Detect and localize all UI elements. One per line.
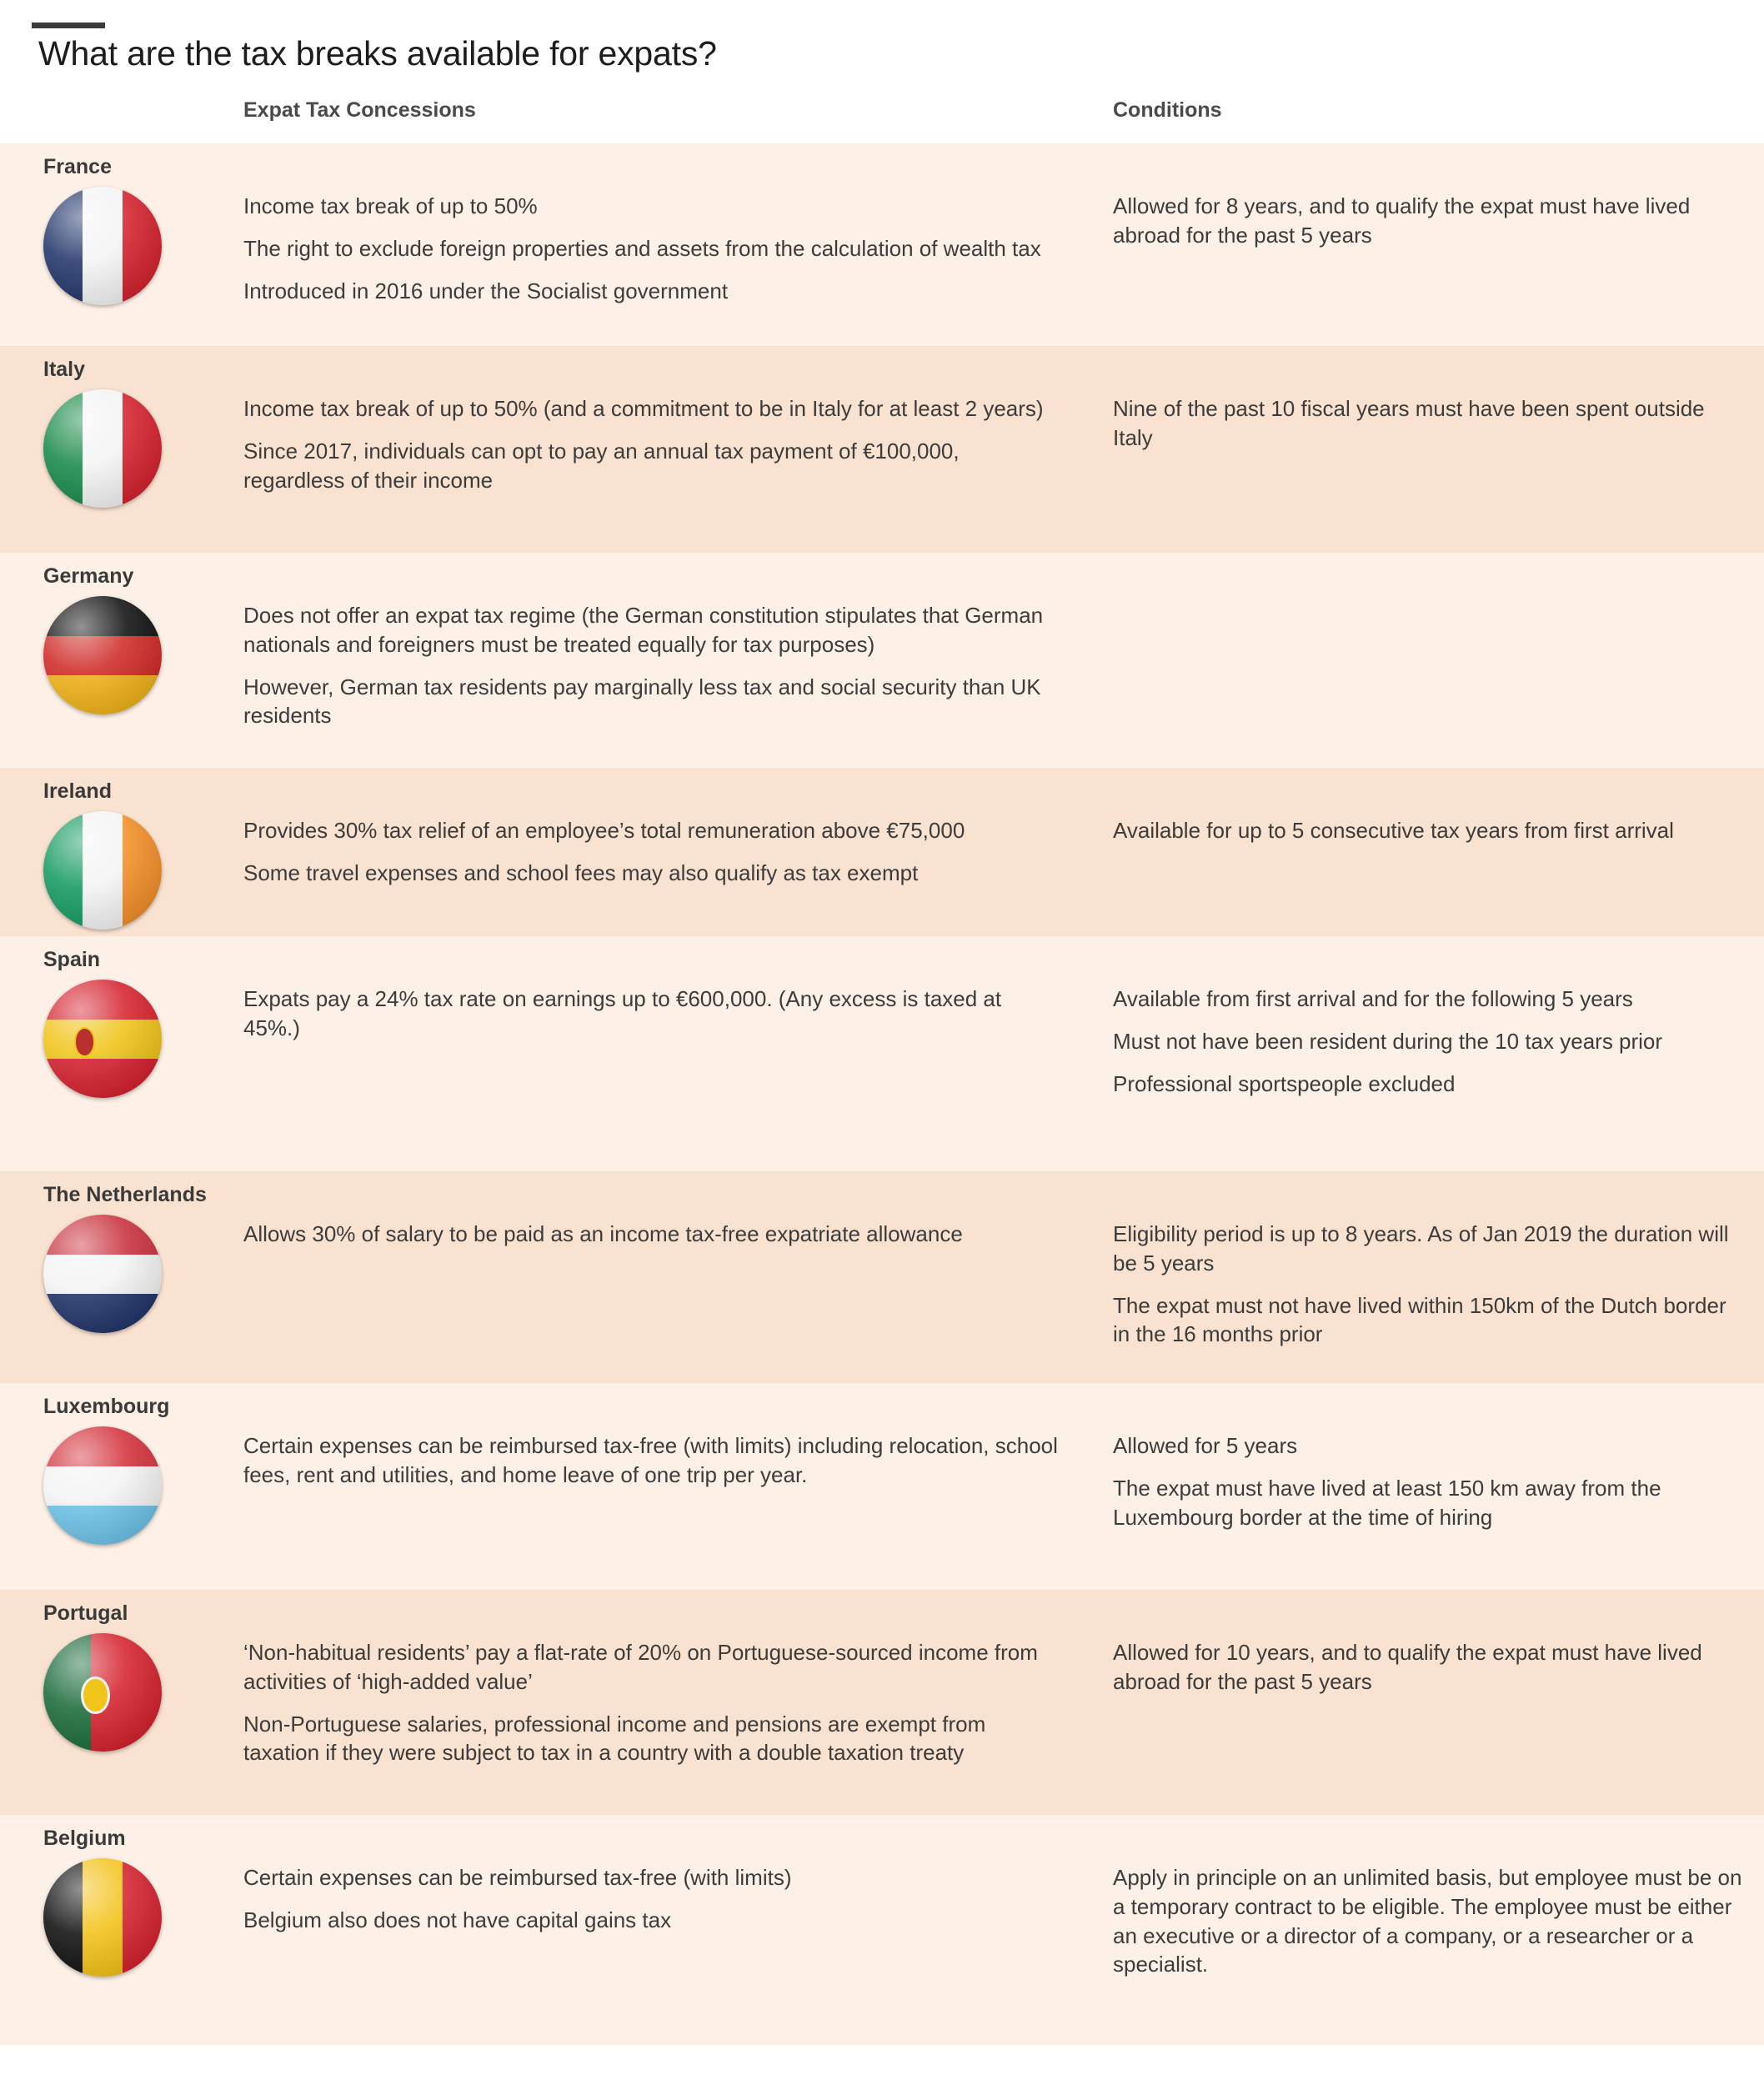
flag-wrapper [0,1426,167,1545]
table-row [0,553,1764,768]
country-name: Spain [43,948,101,972]
flag-wrapper [0,389,167,508]
country-name: Ireland [43,779,112,804]
table-row [0,1383,1764,1590]
country-name: Luxembourg [43,1395,170,1419]
country-name: Belgium [43,1827,126,1851]
condition-item: The expat must not have lived within 150km of the Dutch border in the 16 months prior [1113,1292,1726,1347]
spain-flag [43,980,162,1098]
table-row [0,346,1764,553]
portugal-flag [43,1633,162,1752]
cell-conditions [1113,985,1746,1098]
country-name: The Netherlands [43,1183,207,1207]
condition-item: Professional sportspeople excluded [1113,1070,1456,1096]
table-row [0,1171,1764,1383]
concession-item: ‘Non-habitual residents’ pay a flat-rate of 20% on Portuguese-sourced income from activities of ‘high-added value’ [243,1640,1038,1695]
cell-concessions [243,394,1060,494]
concession-item: Non-Portuguese salaries, professional income and pensions are exempt from taxation if they were subject to tax in a country with a double taxation treaty [243,1711,986,1766]
cell-concessions [243,601,1060,729]
country-name: Germany [43,564,134,589]
condition-item: Apply in principle on an unlimited basis, but employee must be on a temporary contract to be eligible. The employee must be either an executive or a director of a company, or a researcher or a specialist. [1113,1865,1742,1977]
germany-flag [43,596,162,714]
country-name: France [43,155,112,179]
cell-concessions [243,1638,1060,1767]
table-row [0,1815,1764,2045]
cell-conditions [1113,1863,1746,1978]
cell-concessions [243,816,1060,887]
flag-wrapper [0,811,167,930]
infographic-page [0,23,1764,2090]
table-row [0,1590,1764,1815]
belgium-flag [43,1858,162,1977]
condition-item: Available for up to 5 consecutive tax years from first arrival [1113,818,1674,844]
condition-item: Must not have been resident during the 10 tax years prior [1113,1029,1663,1055]
flag-wrapper [0,980,167,1098]
country-rows [0,143,1764,2045]
condition-item: The expat must have lived at least 150 km away from the Luxembourg border at the time of hiring [1113,1476,1661,1530]
condition-item: Allowed for 10 years, and to qualify the expat must have lived abroad for the past 5 years [1113,1640,1702,1695]
concession-item: Certain expenses can be reimbursed tax-free (with limits) [243,1865,792,1891]
cell-conditions [1113,1220,1746,1348]
italy-flag [43,389,162,508]
table-row [0,768,1764,936]
flag-gloss [43,389,162,508]
flag-wrapper [0,187,167,305]
flag-gloss [43,1215,162,1333]
flag-wrapper [0,1215,167,1333]
cell-conditions [1113,1431,1746,1531]
netherlands-flag [43,1215,162,1333]
cell-concessions [243,192,1060,305]
flag-wrapper [0,596,167,714]
condition-item: Nine of the past 10 fiscal years must have been spent outside Italy [1113,396,1705,451]
flag-gloss [43,596,162,714]
condition-item: Allowed for 5 years [1113,1433,1298,1459]
cell-conditions [1113,192,1746,249]
title-rule [32,23,105,28]
concession-item: Certain expenses can be reimbursed tax-free (with limits) including relocation, school fees, rent and utilities, and home leave of one trip per year. [243,1433,1058,1488]
condition-item: Allowed for 8 years, and to qualify the expat must have lived abroad for the past 5 years [1113,193,1691,248]
concession-item: Allows 30% of salary to be paid as an income tax-free expatriate allowance [243,1221,963,1247]
column-header-conditions: Conditions [1113,98,1222,123]
country-name: Italy [43,358,86,382]
flag-wrapper [0,1633,167,1752]
concession-item: Belgium also does not have capital gains tax [243,1907,672,1933]
cell-conditions [1113,394,1746,452]
concession-item: However, German tax residents pay marginally less tax and social security than UK residents [243,674,1041,729]
cell-concessions [243,985,1060,1042]
column-header-concessions: Expat Tax Concessions [243,98,476,123]
country-name: Portugal [43,1601,128,1626]
cell-concessions [243,1220,1060,1249]
flag-gloss [43,811,162,930]
concession-item: Does not offer an expat tax regime (the German constitution stipulates that German nationals and foreigners must be treated equally for tax purposes) [243,603,1044,658]
cell-conditions [1113,816,1746,845]
table-row [0,143,1764,346]
flag-gloss [43,1426,162,1545]
concession-item: Some travel expenses and school fees may also qualify as tax exempt [243,860,919,886]
flag-gloss [43,1858,162,1977]
concession-item: Since 2017, individuals can opt to pay an annual tax payment of €100,000, regardless of their income [243,439,960,493]
cell-concessions [243,1863,1060,1934]
cell-concessions [243,1431,1060,1489]
concession-item: Provides 30% tax relief of an employee’s total remuneration above €75,000 [243,818,965,844]
luxembourg-flag [43,1426,162,1545]
ireland-flag [43,811,162,930]
condition-item: Eligibility period is up to 8 years. As of Jan 2019 the duration will be 5 years [1113,1221,1729,1276]
concession-item: Income tax break of up to 50% (and a commitment to be in Italy for at least 2 years) [243,396,1044,422]
flag-gloss [43,187,162,305]
concession-item: Income tax break of up to 50% [243,193,538,219]
concession-item: The right to exclude foreign properties and assets from the calculation of wealth tax [243,236,1041,262]
flag-gloss [43,980,162,1098]
column-header-row [0,98,1764,143]
page-title: What are the tax breaks available for expats? [38,34,717,73]
concession-item: Introduced in 2016 under the Socialist government [243,278,729,303]
footer-spacer [0,2045,1764,2078]
table-row [0,936,1764,1171]
condition-item: Available from first arrival and for the following 5 years [1113,986,1633,1012]
flag-wrapper [0,1858,167,1977]
concession-item: Expats pay a 24% tax rate on earnings up to €600,000. (Any excess is taxed at 45%.) [243,986,1002,1041]
france-flag [43,187,162,305]
cell-conditions [1113,1638,1746,1696]
